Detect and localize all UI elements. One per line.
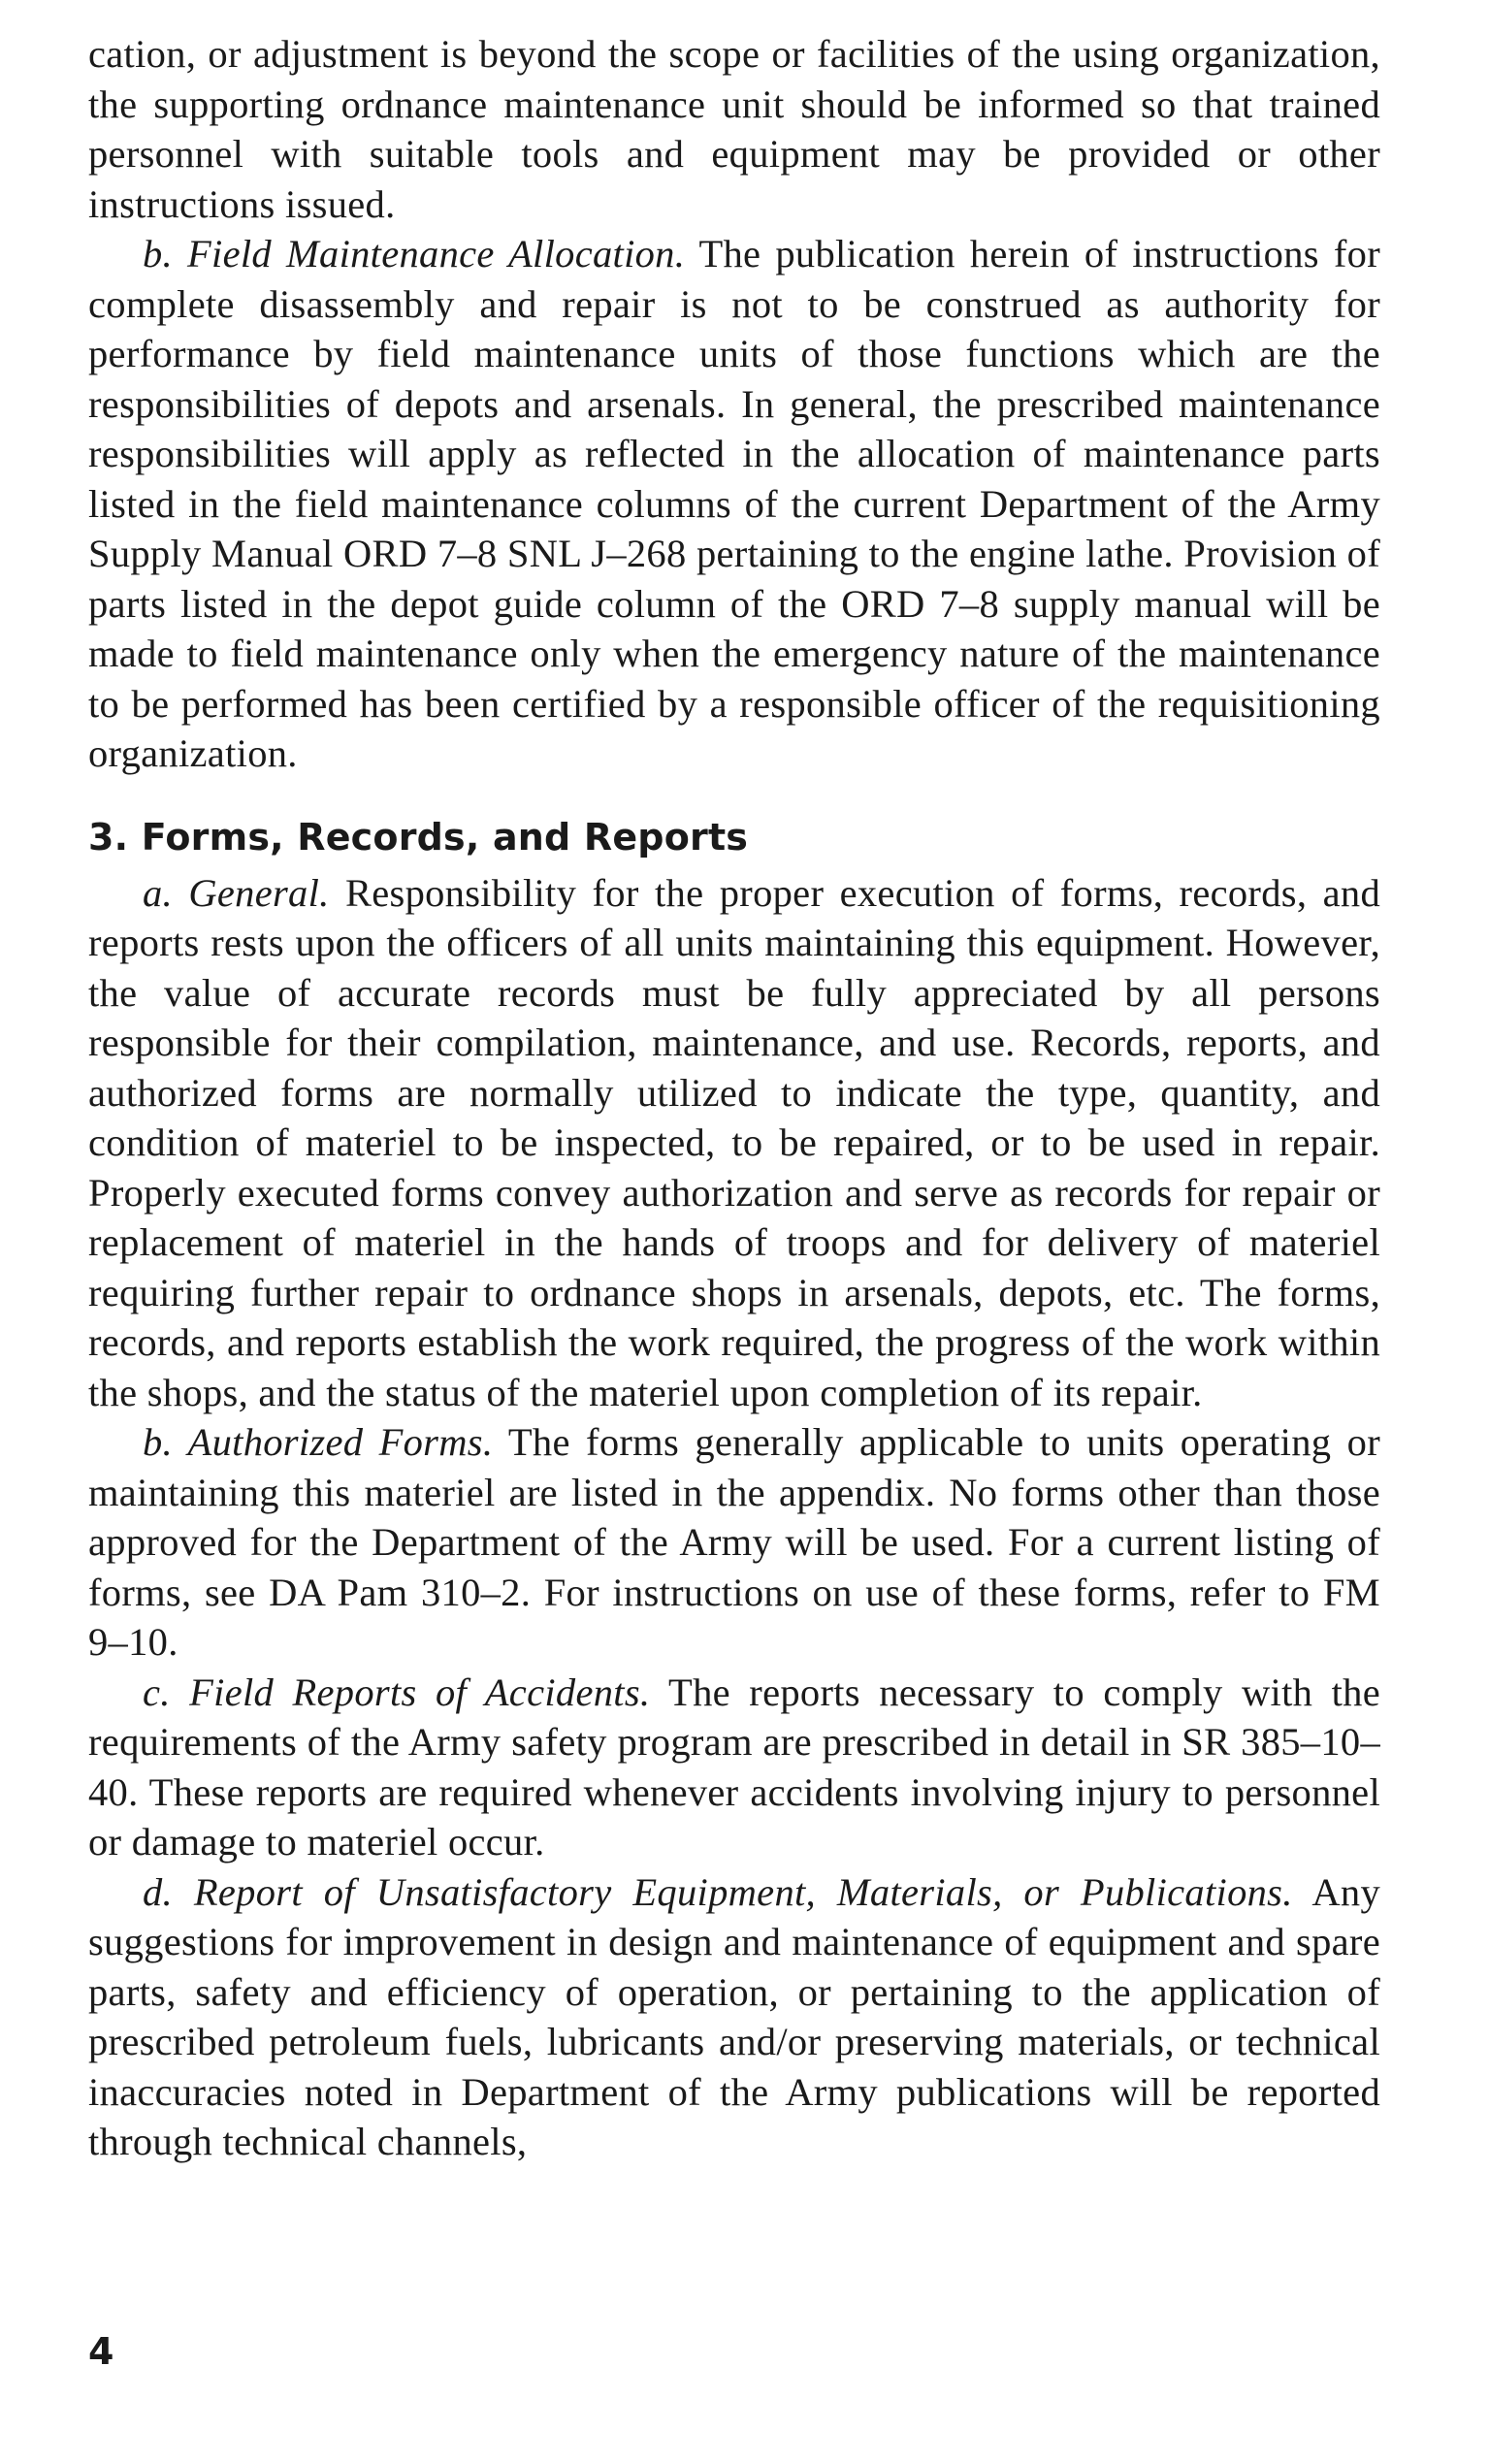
page-number: 4: [88, 2330, 114, 2373]
authorized-forms-text: The forms generally applicable to units operating or maintaining this materiel are listed in the appendix. No forms other than those approved for the Department of the Army will be used. For a current listing of forms, see DA Pam 310–2. For instructions on use of these forms, refer to FM 9–10.: [88, 1420, 1380, 1664]
field-reports-label: c. Field Reports of Accidents.: [143, 1670, 651, 1714]
unsatisfactory-report-paragraph: [88, 1867, 1380, 2167]
unsatisfactory-report-label: d. Report of Unsatisfactory Equipment, Materials, or Publications.: [143, 1869, 1293, 1914]
field-reports-text: The reports necessary to comply with the requirements of the Army safety program are prescribed in detail in SR 385–10–40. These reports are required whenever accidents involving injury to personnel or damage to materiel occur.: [88, 1670, 1380, 1864]
general-text: Responsibility for the proper execution of forms, records, and reports rests upon the officers of all units maintaining this equipment. However, the value of accurate records must be fully appreciated by all persons responsible for their compilation, maintenance, and use. Records, reports, and authorized forms are normally utilized to indicate the type, quantity, and condition of materiel to be inspected, to be repaired, or to be used in repair. Properly executed forms convey authorization and serve as records for repair or replacement of materiel in the hands of troops and for delivery of materiel requiring further repair to ordnance shops in arsenals, depots, etc. The forms, records, and reports establish the work required, the progress of the work within the shops, and the status of the materiel upon completion of its repair.: [88, 870, 1380, 1414]
field-reports-paragraph: [88, 1668, 1380, 1867]
field-maintenance-text: The publication herein of instructions for complete disassembly and repair is not to be construed as authority for performance by field maintenance units of those functions which are the responsibilities of depots and arsenals. In general, the prescribed maintenance responsibilities will apply as reflected in the allocation of maintenance parts listed in the field maintenance columns of the current Department of the Army Supply Manual ORD 7–8 SNL J–268 pertaining to the engine lathe. Provision of parts listed in the depot guide column of the ORD 7–8 supply manual will be made to field maintenance only when the emergency nature of the maintenance to be performed has been certified by a responsible officer of the requisitioning organization.: [88, 232, 1380, 775]
document-page: [88, 29, 1380, 2167]
section-heading: 3. Forms, Records, and Reports: [88, 815, 749, 859]
authorized-forms-label: b. Authorized Forms.: [143, 1420, 494, 1464]
general-label: a. General.: [143, 870, 330, 915]
opening-paragraph: cation, or adjustment is beyond the scope or facilities of the using organization, the supporting ordnance maintenance unit should be informed so that trained personnel with suitable tools and equipment may be provided or other instructions issued.: [88, 32, 1380, 226]
field-maintenance-label: b. Field Maintenance Allocation.: [143, 232, 686, 276]
unsatisfactory-report-text: Any suggestions for improvement in design and maintenance of equipment and spare parts, safety and efficiency of operation, or pertaining to the application of prescribed petroleum fuels, lubricants and/or preserving materials, or technical inaccuracies noted in Department of the Army publications will be reported through technical channels,: [88, 1869, 1380, 2163]
field-maintenance-paragraph: [88, 229, 1380, 779]
authorized-forms-paragraph: [88, 1417, 1380, 1668]
general-paragraph: [88, 868, 1380, 1418]
